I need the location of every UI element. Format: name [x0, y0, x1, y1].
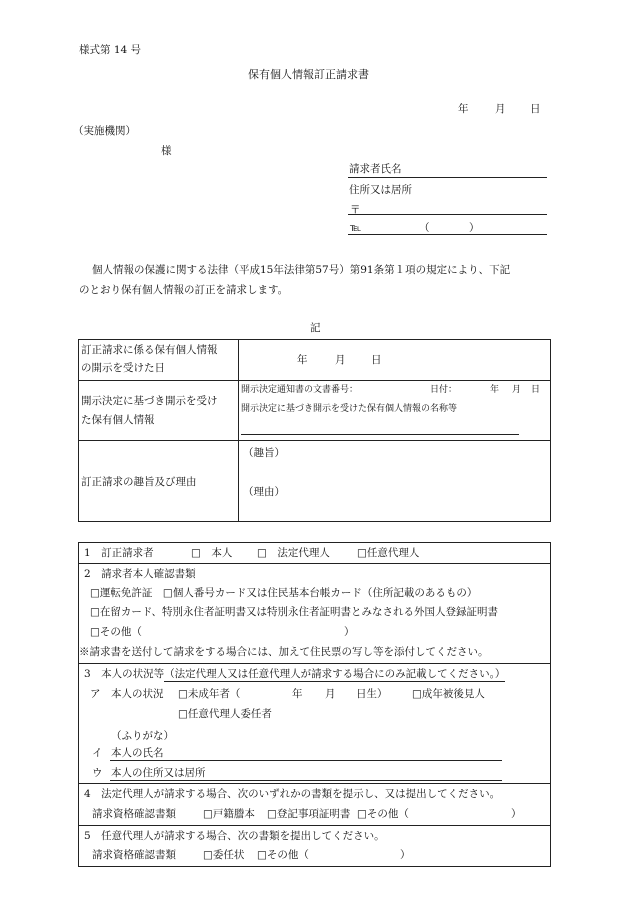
s2-note: ※請求書を送付して請求をする場合には、加えて住民票の写し等を添付してください。 [79, 646, 489, 658]
row3-purpose: （趣旨） [243, 447, 285, 459]
row2-info-name: 開示決定に基づき開示を受けた保有個人情報の名称等 [241, 404, 458, 414]
s1-opt-legal-agent[interactable]: □ 法定代理人 [257, 547, 330, 559]
row3-label: 訂正請求の趣旨及び理由 [81, 476, 197, 488]
s5-power-of-attorney[interactable]: □委任状 [203, 849, 245, 861]
s5-label: 5 任意代理人が請求する場合、次の書類を提出してください。 [84, 830, 385, 842]
s5-doc-label: 請求資格確認書類 [92, 849, 176, 861]
recipient-agency: （実施機関） [73, 125, 136, 137]
tel-paren-open: （ [419, 222, 430, 234]
s5-other[interactable]: □その他（ [257, 849, 309, 861]
s3-label [84, 668, 505, 681]
body-text-line2: のとおり保有個人情報の訂正を請求します。 [79, 284, 289, 296]
requester-name-line[interactable] [348, 177, 547, 178]
date-year: 年 [458, 103, 469, 115]
s3-label-text: 3 本人の状況等 [84, 668, 165, 680]
s1-opt-voluntary-agent[interactable]: □任意代理人 [357, 547, 420, 559]
form-number: 様式第 14 号 [79, 44, 142, 56]
s2-other[interactable]: □その他（ [90, 626, 142, 638]
row2-label-line2: た保有個人情報 [81, 414, 155, 426]
tel-paren-close: ） [469, 222, 480, 234]
row2-label-line1: 開示決定に基づき開示を受け [81, 395, 218, 407]
requester-postal-label: 〒 [350, 204, 361, 216]
row3-reason: （理由） [243, 486, 285, 498]
date-month: 月 [495, 103, 506, 115]
row2-notice-no: 開示決定通知書の文書番号： [241, 385, 359, 395]
form-title: 保有個人情報訂正請求書 [248, 68, 369, 81]
s3-u-label: 本人の住所又は居所 [111, 767, 206, 779]
s3-a-born: 日生） [356, 688, 388, 700]
s4-label: 4 法定代理人が請求する場合、次のいずれかの書類を提示し、又は提出してください。 [84, 788, 501, 800]
requester-tel-line[interactable] [348, 234, 547, 235]
recipient-honorific: 様 [161, 145, 172, 157]
requester-name-label: 請求者氏名 [349, 163, 402, 175]
s4-other-close: ） [511, 808, 522, 820]
requester-address-line[interactable] [348, 214, 547, 215]
body-text-line1: 個人情報の保護に関する法律（平成15年法律第57号）第91条第１項の規定により、下記 [92, 264, 511, 276]
s4-doc-label: 請求資格確認書類 [92, 808, 176, 820]
s5-other-close: ） [400, 849, 411, 861]
s3-a-voluntary-principal[interactable]: □任意代理人委任者 [178, 708, 272, 720]
s4-registry-certificate[interactable]: □登記事項証明書 [267, 808, 351, 820]
s3-label-paren: （法定代理人又は任意代理人が請求する場合にのみ記載してください。） [164, 668, 506, 680]
s3-furigana: （ふりがな） [111, 730, 174, 742]
s3-a-ward[interactable]: □成年被後見人 [412, 688, 485, 700]
s1-label: 1 訂正請求者 [84, 547, 154, 559]
s3-a-minor[interactable]: □未成年者（ [178, 688, 241, 700]
s2-label: 2 請求者本人確認書類 [84, 568, 196, 580]
row1-year: 年 [297, 354, 308, 366]
row2-day: 日 [531, 385, 541, 395]
s3-a-label: ア 本人の状況 [90, 688, 164, 700]
row1-day: 日 [371, 354, 382, 366]
row1-month: 月 [335, 354, 346, 366]
s4-family-register[interactable]: □戸籍謄本 [203, 808, 255, 820]
s3-u-line[interactable] [110, 780, 502, 781]
row1-label-line2: の開示を受けた日 [81, 362, 165, 374]
requester-address-label: 住所又は居所 [349, 184, 412, 196]
s3-i-prefix: イ [92, 747, 103, 759]
row1-label-line1: 訂正請求に係る保有個人情報 [81, 344, 218, 356]
s1-opt-self[interactable]: □ 本人 [191, 547, 233, 559]
s2-line1[interactable]: □運転免許証 □個人番号カード又は住民基本台帳カード（住所記載のあるもの） [90, 587, 478, 599]
s3-i-line[interactable] [110, 760, 502, 761]
requester-tel-label: ℡ [350, 222, 362, 234]
ki-label: 記 [310, 322, 321, 334]
row2-year: 年 [490, 385, 500, 395]
date-day: 日 [530, 103, 541, 115]
s3-u-prefix: ウ [92, 767, 103, 779]
s3-i-label: 本人の氏名 [111, 747, 164, 759]
s2-line2[interactable]: □在留カード、特別永住者証明書又は特別永住者証明書とみなされる外国人登録証明書 [90, 606, 498, 618]
s3-a-month: 月 [325, 688, 336, 700]
row2-month: 月 [512, 385, 522, 395]
s2-other-close: ） [344, 626, 355, 638]
s3-a-year: 年 [292, 688, 303, 700]
row2-date-label: 日付： [430, 385, 458, 395]
s4-other[interactable]: □その他（ [357, 808, 409, 820]
row2-info-line[interactable] [241, 434, 519, 435]
